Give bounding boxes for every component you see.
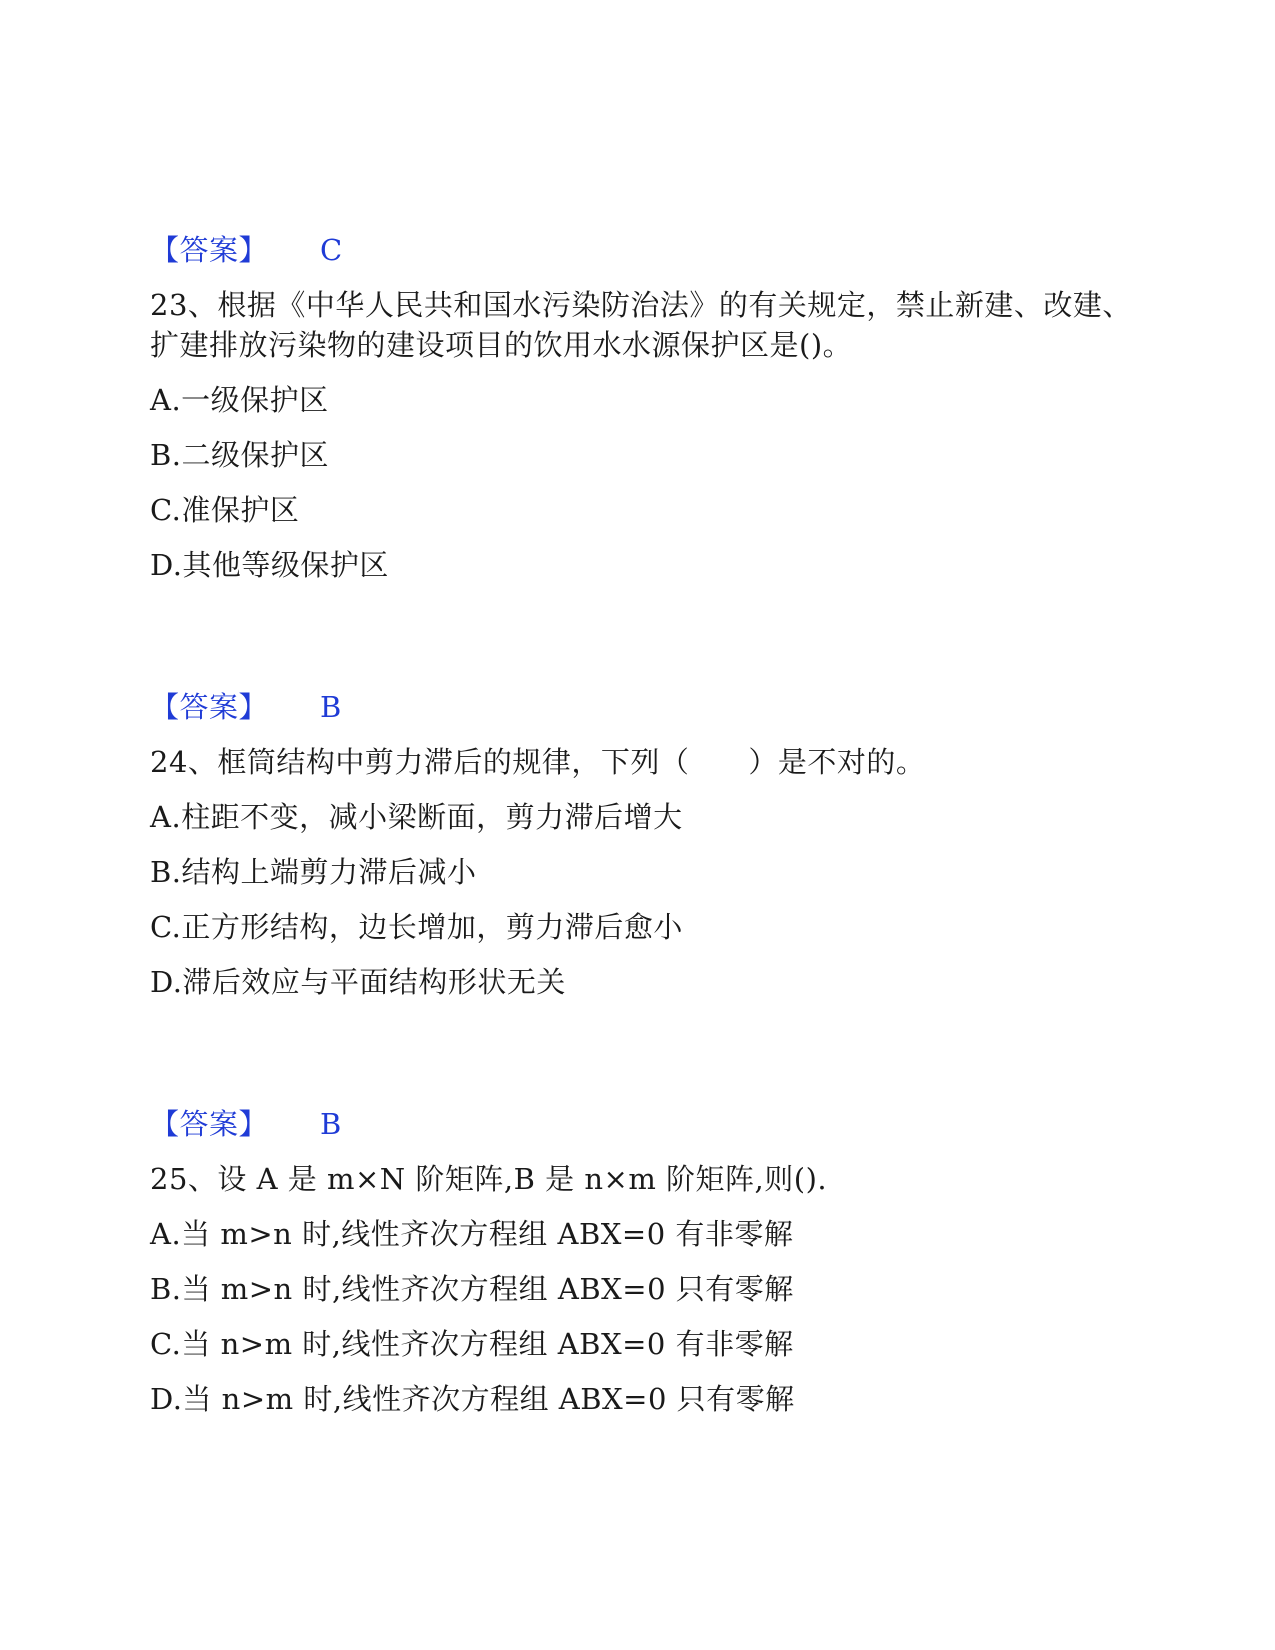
question-23-option-b: B.二级保护区 xyxy=(150,438,330,472)
answer-line-q23 xyxy=(150,689,342,725)
question-24-option-d: D.滞后效应与平面结构形状无关 xyxy=(150,965,566,999)
answer-label: 【答案】 xyxy=(150,233,269,267)
question-24-line-1: 24、框筒结构中剪力滞后的规律，下列（ ）是不对的。 xyxy=(150,745,926,779)
question-24-option-c: C.正方形结构，边长增加，剪力滞后愈小 xyxy=(150,910,683,944)
answer-label: 【答案】 xyxy=(150,1107,269,1141)
question-23-line-2: 扩建排放污染物的建设项目的饮用水水源保护区是()。 xyxy=(150,328,853,362)
question-25-option-d: D.当 n>m 时,线性齐次方程组 ABX=0 只有零解 xyxy=(150,1382,795,1416)
answer-value: B xyxy=(320,1107,342,1141)
question-25-line-1: 25、设 A 是 m×N 阶矩阵,B 是 n×m 阶矩阵,则(). xyxy=(150,1162,828,1196)
question-25-option-b: B.当 m>n 时,线性齐次方程组 ABX=0 只有零解 xyxy=(150,1272,794,1306)
question-23-option-c: C.准保护区 xyxy=(150,493,300,527)
question-25-option-c: C.当 n>m 时,线性齐次方程组 ABX=0 有非零解 xyxy=(150,1327,794,1361)
answer-value: B xyxy=(320,690,342,724)
answer-label: 【答案】 xyxy=(150,690,269,724)
answer-line-q22 xyxy=(150,232,343,268)
question-25-option-a: A.当 m>n 时,线性齐次方程组 ABX=0 有非零解 xyxy=(150,1217,794,1251)
question-23-option-d: D.其他等级保护区 xyxy=(150,548,389,582)
answer-value: C xyxy=(320,233,343,267)
question-23-line-1: 23、根据《中华人民共和国水污染防治法》的有关规定，禁止新建、改建、 xyxy=(150,288,1132,322)
question-23-option-a: A.一级保护区 xyxy=(150,383,329,417)
question-24-option-a: A.柱距不变，减小梁断面，剪力滞后增大 xyxy=(150,800,683,834)
question-24-option-b: B.结构上端剪力滞后减小 xyxy=(150,855,477,889)
answer-line-q24 xyxy=(150,1106,342,1142)
